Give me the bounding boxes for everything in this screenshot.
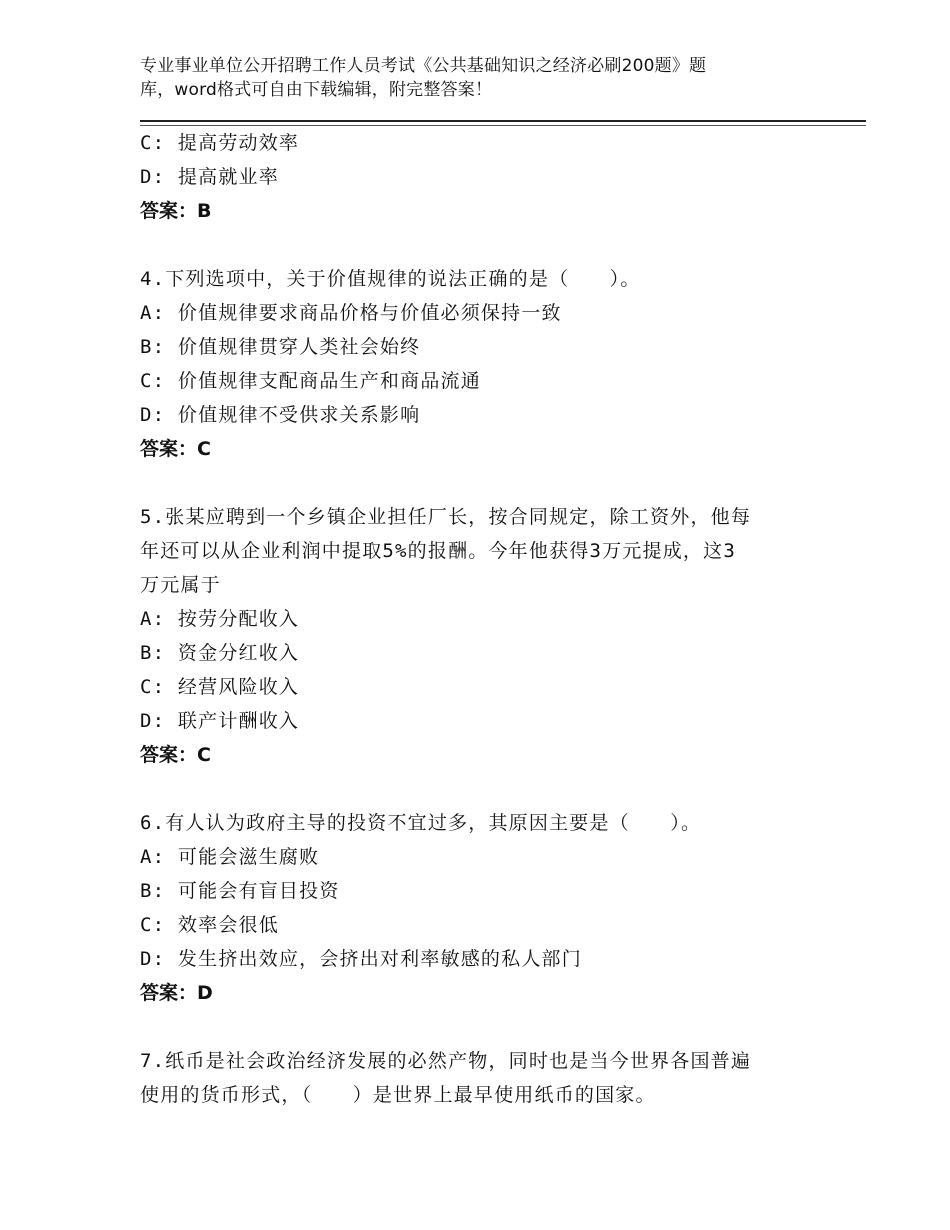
option-d: D: 联产计酬收入 — [140, 710, 300, 732]
question-stem-line-2: 年还可以从企业利润中提取5%的报酬。今年他获得3万元提成，这3 — [140, 540, 736, 562]
question-4 — [140, 262, 800, 466]
option-d: D: 价值规律不受供求关系影响 — [140, 404, 421, 426]
question-6 — [140, 806, 800, 1010]
header-title-line-1: 专业事业单位公开招聘工作人员考试《公共基础知识之经济必刷200题》题 — [140, 56, 707, 76]
answer-label: 答案：C — [140, 438, 211, 460]
option-b: B: 可能会有盲目投资 — [140, 880, 340, 902]
option-b: B: 资金分红收入 — [140, 642, 300, 664]
spacer — [140, 1010, 800, 1044]
header-divider-thick — [140, 120, 866, 122]
page-header — [140, 54, 780, 102]
option-c: C: 效率会很低 — [140, 914, 279, 936]
option-a: A: 按劳分配收入 — [140, 608, 300, 630]
spacer — [140, 772, 800, 806]
option-a: A: 价值规律要求商品价格与价值必须保持一致 — [140, 302, 562, 324]
question-7 — [140, 1044, 800, 1112]
answer-label: 答案：C — [140, 744, 211, 766]
question-stem-line-2: 使用的货币形式，（ ）是世界上最早使用纸币的国家。 — [140, 1084, 656, 1106]
question-5 — [140, 500, 800, 772]
spacer — [140, 466, 800, 500]
question-stem: 4.下列选项中，关于价值规律的说法正确的是（ ）。 — [140, 268, 641, 290]
option-c: C: 经营风险收入 — [140, 676, 300, 698]
answer-label: 答案：B — [140, 200, 212, 222]
spacer — [140, 228, 800, 262]
option-c: C: 价值规律支配商品生产和商品流通 — [140, 370, 481, 392]
option-c: C: 提高劳动效率 — [140, 132, 300, 154]
question-3-tail — [140, 126, 800, 228]
option-a: A: 可能会滋生腐败 — [140, 846, 320, 868]
question-list — [140, 126, 800, 1112]
question-stem-line-1: 5.张某应聘到一个乡镇企业担任厂长，按合同规定，除工资外，他每 — [140, 506, 752, 528]
answer-label: 答案：D — [140, 982, 213, 1004]
option-d: D: 提高就业率 — [140, 166, 279, 188]
question-stem: 6.有人认为政府主导的投资不宜过多，其原因主要是（ ）。 — [140, 812, 702, 834]
question-stem-line-3: 万元属于 — [140, 574, 221, 596]
header-title-line-2: 库，word格式可自由下载编辑，附完整答案！ — [140, 80, 493, 100]
option-d: D: 发生挤出效应，会挤出对利率敏感的私人部门 — [140, 948, 582, 970]
option-b: B: 价值规律贯穿人类社会始终 — [140, 336, 421, 358]
question-stem-line-1: 7.纸币是社会政治经济发展的必然产物，同时也是当今世界各国普遍 — [140, 1050, 752, 1072]
